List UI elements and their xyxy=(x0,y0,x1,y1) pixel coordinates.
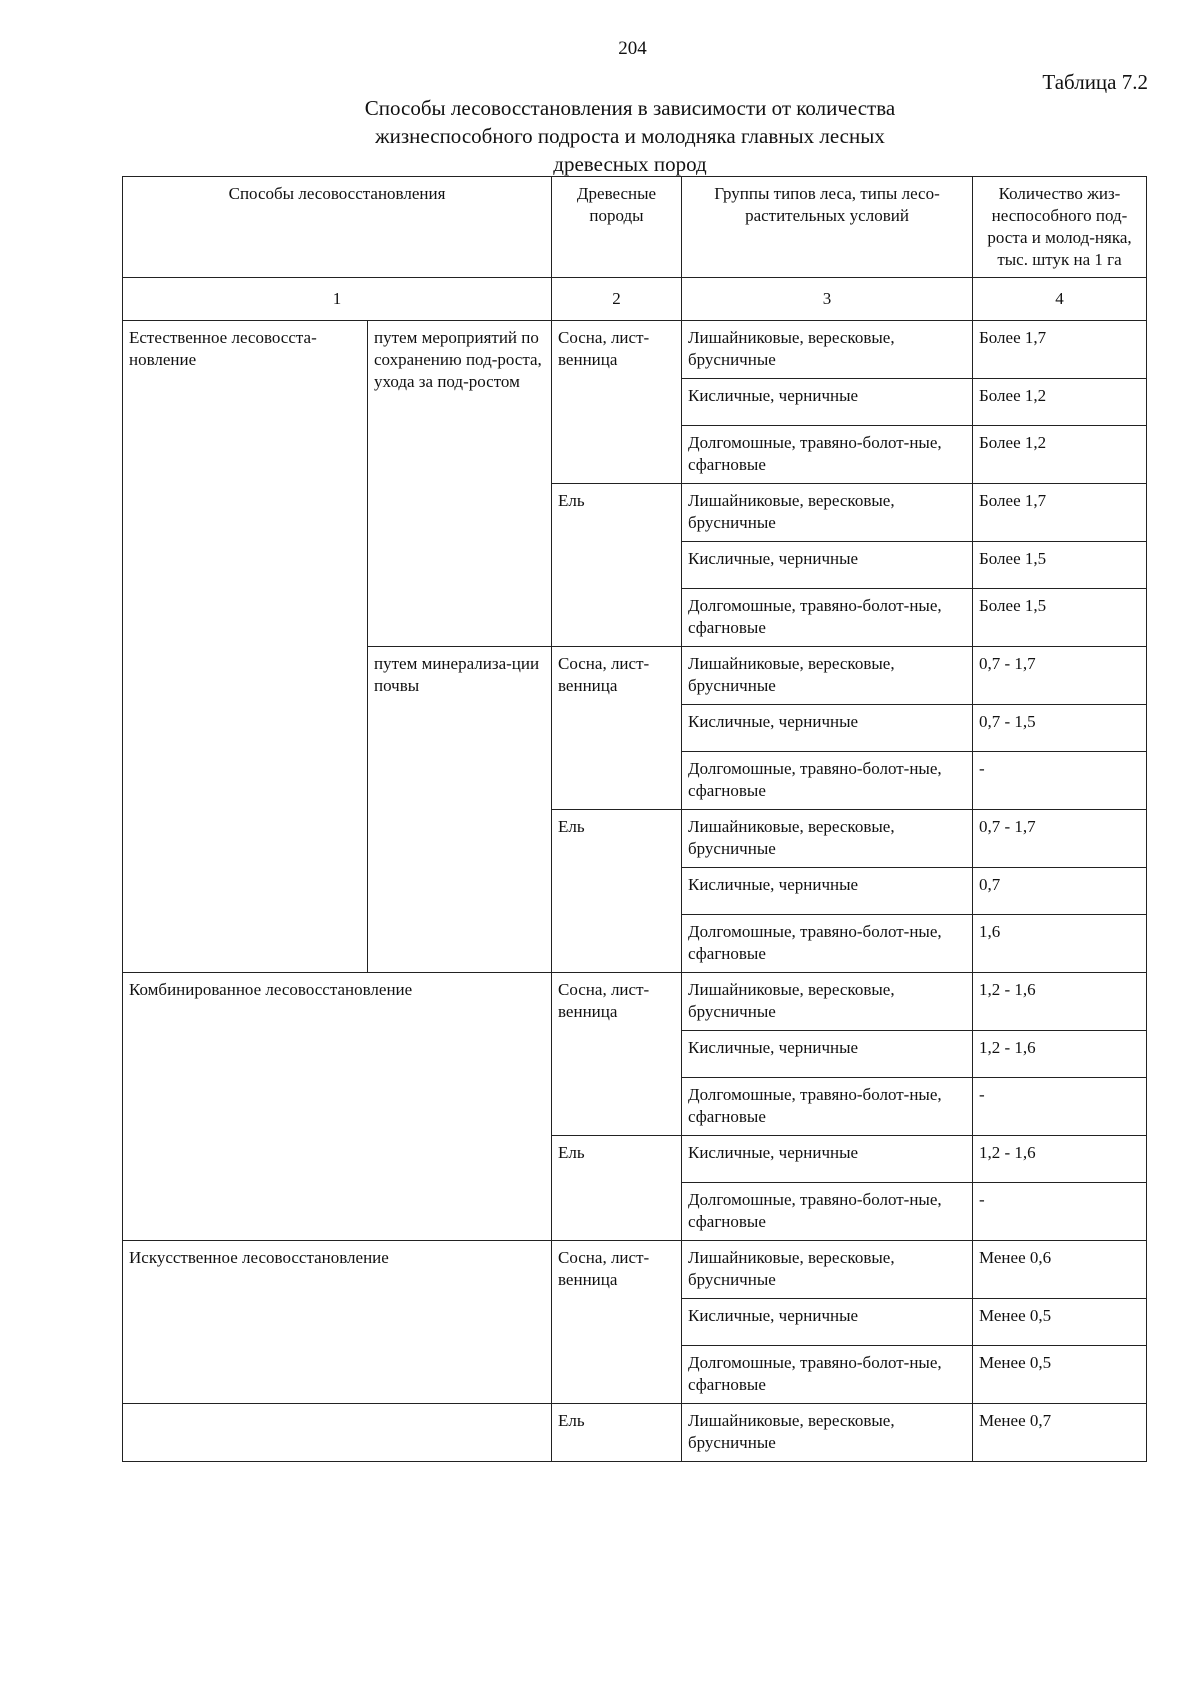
value-cell: - xyxy=(973,752,1147,810)
method-natural: Естественное лесовосста-новление xyxy=(123,321,368,973)
method-combined: Комбинированное лесовосстановление xyxy=(123,973,552,1241)
value-cell: Более 1,2 xyxy=(973,379,1147,426)
header-row xyxy=(123,177,1147,278)
group-cell: Кисличные, черничные xyxy=(682,1299,973,1346)
species-cell: Ель xyxy=(552,810,682,973)
species-cell: Сосна, лист-венница xyxy=(552,1241,682,1404)
group-cell: Кисличные, черничные xyxy=(682,379,973,426)
table-title xyxy=(300,94,960,178)
table-row xyxy=(123,1404,1147,1462)
group-cell: Долгомошные, травяно-болот-ные, сфагновые xyxy=(682,589,973,647)
species-cell: Сосна, лист-венница xyxy=(552,321,682,484)
table-row xyxy=(123,1241,1147,1299)
submethod-preservation: путем мероприятий по сохранению под-роста, ухода за под-ростом xyxy=(368,321,552,647)
species-cell: Ель xyxy=(552,1404,682,1462)
header-groups: Группы типов леса, типы лесо-растительных условий xyxy=(682,177,973,278)
submethod-mineralization: путем минерализа-ции почвы xyxy=(368,647,552,973)
group-cell: Долгомошные, травяно-болот-ные, сфагновые xyxy=(682,1078,973,1136)
value-cell: 1,2 - 1,6 xyxy=(973,973,1147,1031)
value-cell: Более 1,7 xyxy=(973,321,1147,379)
species-cell: Сосна, лист-венница xyxy=(552,973,682,1136)
column-number: 3 xyxy=(682,278,973,321)
value-cell: 1,2 - 1,6 xyxy=(973,1031,1147,1078)
group-cell: Лишайниковые, вересковые, брусничные xyxy=(682,1404,973,1462)
column-number: 2 xyxy=(552,278,682,321)
value-cell: Более 1,2 xyxy=(973,426,1147,484)
title-line: древесных пород xyxy=(553,152,707,176)
value-cell: - xyxy=(973,1078,1147,1136)
species-cell: Ель xyxy=(552,484,682,647)
group-cell: Лишайниковые, вересковые, брусничные xyxy=(682,973,973,1031)
group-cell: Долгомошные, травяно-болот-ные, сфагновые xyxy=(682,752,973,810)
empty-method-cell xyxy=(123,1404,552,1462)
value-cell: Менее 0,5 xyxy=(973,1346,1147,1404)
table-label: Таблица 7.2 xyxy=(1042,70,1148,94)
header-species: Древесные породы xyxy=(552,177,682,278)
page-number: 204 xyxy=(618,38,647,59)
group-cell: Лишайниковые, вересковые, брусничные xyxy=(682,647,973,705)
group-cell: Кисличные, черничные xyxy=(682,542,973,589)
title-line: жизнеспособного подроста и молодняка главных лесных xyxy=(375,124,885,148)
value-cell: Менее 0,7 xyxy=(973,1404,1147,1462)
group-cell: Лишайниковые, вересковые, брусничные xyxy=(682,810,973,868)
column-number: 4 xyxy=(973,278,1147,321)
value-cell: 0,7 - 1,7 xyxy=(973,647,1147,705)
group-cell: Лишайниковые, вересковые, брусничные xyxy=(682,321,973,379)
header-methods: Способы лесовосстановления xyxy=(123,177,552,278)
table-row xyxy=(123,321,1147,379)
value-cell: Более 1,5 xyxy=(973,589,1147,647)
value-cell: 0,7 xyxy=(973,868,1147,915)
group-cell: Кисличные, черничные xyxy=(682,1136,973,1183)
value-cell: Менее 0,6 xyxy=(973,1241,1147,1299)
value-cell: Более 1,7 xyxy=(973,484,1147,542)
column-number-row xyxy=(123,278,1147,321)
value-cell: 1,6 xyxy=(973,915,1147,973)
value-cell: 1,2 - 1,6 xyxy=(973,1136,1147,1183)
species-cell: Ель xyxy=(552,1136,682,1241)
value-cell: - xyxy=(973,1183,1147,1241)
group-cell: Лишайниковые, вересковые, брусничные xyxy=(682,1241,973,1299)
value-cell: Более 1,5 xyxy=(973,542,1147,589)
header-quantity: Количество жиз-неспособного под-роста и молод-няка, тыс. штук на 1 га xyxy=(973,177,1147,278)
group-cell: Долгомошные, травяно-болот-ные, сфагновые xyxy=(682,915,973,973)
group-cell: Лишайниковые, вересковые, брусничные xyxy=(682,484,973,542)
value-cell: 0,7 - 1,5 xyxy=(973,705,1147,752)
column-number: 1 xyxy=(123,278,552,321)
group-cell: Кисличные, черничные xyxy=(682,868,973,915)
group-cell: Долгомошные, травяно-болот-ные, сфагновые xyxy=(682,1183,973,1241)
title-line: Способы лесовосстановления в зависимости от количества xyxy=(364,96,896,120)
value-cell: Менее 0,5 xyxy=(973,1299,1147,1346)
value-cell: 0,7 - 1,7 xyxy=(973,810,1147,868)
table-row xyxy=(123,973,1147,1031)
group-cell: Кисличные, черничные xyxy=(682,705,973,752)
reforestation-table xyxy=(122,176,1147,1462)
group-cell: Кисличные, черничные xyxy=(682,1031,973,1078)
method-artificial: Искусственное лесовосстановление xyxy=(123,1241,552,1404)
group-cell: Долгомошные, травяно-болот-ные, сфагновые xyxy=(682,1346,973,1404)
species-cell: Сосна, лист-венница xyxy=(552,647,682,810)
group-cell: Долгомошные, травяно-болот-ные, сфагновые xyxy=(682,426,973,484)
